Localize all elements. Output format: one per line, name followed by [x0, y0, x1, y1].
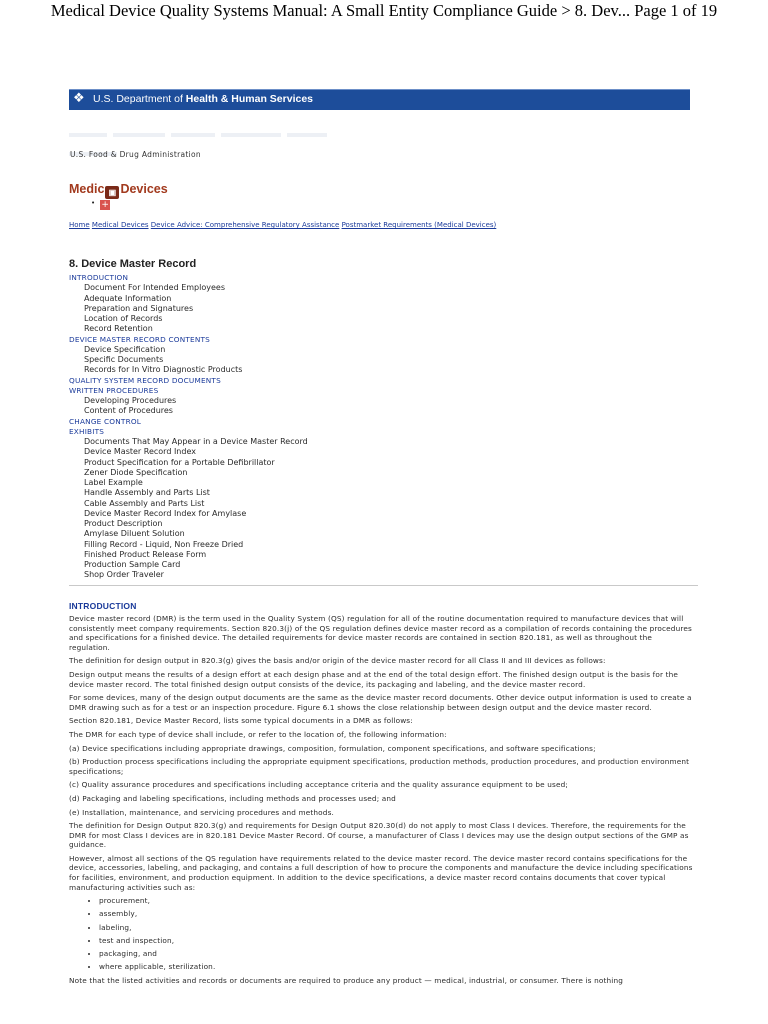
- toc-sub-item: Label Example: [84, 478, 143, 487]
- document-page-title: Medical Device Quality Systems Manual: A Small Entity Compliance Guide > 8. Dev... Page 1 of 19: [50, 1, 718, 20]
- introduction-heading: INTRODUCTION: [69, 601, 137, 611]
- toc-sub-item: Device Master Record Index: [84, 447, 196, 457]
- toc-section-link[interactable]: CHANGE CONTROL: [69, 416, 142, 426]
- add-icon[interactable]: +: [101, 200, 109, 210]
- list-item: • packaging, and: [99, 949, 694, 959]
- toc-sub-item: Developing Procedures: [84, 396, 177, 405]
- body-paragraph: Note that the listed activities and records or documents are required to produce any product — medical, industrial, or consumer. There is nothing: [69, 975, 623, 985]
- body-paragraph: (e) Installation, maintenance, and servicing procedures and methods.: [69, 807, 334, 817]
- toc-sub-item: Document For Intended Employees: [84, 283, 225, 293]
- toc-sub-item: Handle Assembly and Parts List: [84, 488, 210, 498]
- body-paragraph: However, almost all sections of the QS regulation have requirements related to the device master record. The device master record contains specifications for the device, accessories, labeling, and packaging, and contains a full description of how to procure the components and manufacture the device including specifications for facilities, environment, and production equipment. In addition to the device specifications, a device master record contains documents that cover typical manufacturing activities such as:: [69, 853, 693, 892]
- toc-sub-item: Cable Assembly and Parts List: [84, 498, 205, 508]
- body-paragraph: (b) Production process specifications including the appropriate equipment specifications, production methods, production procedures, and production environment specifications;: [69, 757, 690, 776]
- agency-name: U.S. Food & Drug Administration: [70, 150, 201, 159]
- bookmark-bullet[interactable]: • +: [91, 199, 109, 210]
- toc-sub-item: Documents That May Appear in a Device Master Record: [84, 437, 308, 446]
- toc-section-link[interactable]: WRITTEN PROCEDURES: [69, 385, 159, 395]
- breadcrumb-medical-devices[interactable]: Medical Devices: [91, 221, 149, 229]
- breadcrumb-device-advice[interactable]: Device Advice: Comprehensive Regulatory Assistance: [150, 221, 340, 229]
- hhs-eagle-icon: ❖: [73, 91, 85, 106]
- activity-list: [69, 896, 694, 972]
- device-icon: ▣: [105, 186, 119, 199]
- page-title: 8. Device Master Record: [69, 258, 197, 270]
- body-paragraph: (a) Device specifications including appropriate drawings, composition, formulation, component specifications, and software specifications;: [69, 743, 596, 753]
- list-item: • test and inspection,: [99, 936, 694, 946]
- body-paragraph: The definition for design output in 820.3(g) gives the basis and/or origin of the device master record for all Class II and III devices as follows:: [69, 656, 606, 666]
- toc-sub-item: Device Specification: [84, 344, 166, 354]
- list-item: • labeling,: [99, 923, 694, 933]
- toc-sub-item: Zener Diode Specification: [84, 467, 188, 477]
- toc-sub-item: Finished Product Release Form: [84, 549, 207, 559]
- table-of-contents: [69, 273, 308, 581]
- body-paragraph: The DMR for each type of device shall include, or refer to the location of, the following information:: [69, 729, 447, 739]
- toc-sub-item: Amylase Diluent Solution: [84, 529, 185, 539]
- toc-sub-item: Record Retention: [84, 324, 153, 334]
- breadcrumb-postmarket[interactable]: Postmarket Requirements (Medical Devices): [341, 221, 497, 229]
- toc-sub-item: Records for In Vitro Diagnostic Products: [84, 365, 243, 375]
- body-paragraph: For some devices, many of the design output documents are the same as the device master record documents. Other device output information is used to create a DMR drawing such as for a test or an inspection procedure. Figure 6.1 shows the close relationship between design output and the device master record.: [69, 693, 692, 712]
- hhs-banner-text: [93, 93, 313, 105]
- toc-section-link[interactable]: QUALITY SYSTEM RECORD DOCUMENTS: [69, 375, 221, 385]
- toc-section-link[interactable]: DEVICE MASTER RECORD CONTENTS: [69, 334, 211, 344]
- divider: [69, 585, 698, 586]
- toc-sub-item: Location of Records: [84, 314, 163, 323]
- body-paragraph: (d) Packaging and labeling specifications, including methods and processes used; and: [69, 793, 396, 803]
- logo-text-right: Devices: [120, 182, 168, 196]
- hhs-banner[interactable]: [69, 89, 690, 110]
- toc-sub-item: Content of Procedures: [84, 406, 173, 416]
- body-paragraph: The definition for Design Output 820.3(g) and requirements for Design Output 820.30(d) do not apply to most Class I devices. Therefore, the requirements for the DMR for most Class I devices are in 820.181 Device Master Record. Of course, a manufacturer of Class I devices may use the design output sections of the GMP as guidance.: [69, 821, 689, 850]
- toc-sub-item: Device Master Record Index for Amylase: [84, 508, 247, 518]
- list-item: • where applicable, sterilization.: [99, 962, 694, 972]
- hhs-prefix: U.S. Department of: [93, 93, 186, 105]
- toc-sub-item: Production Sample Card: [84, 560, 181, 569]
- body-paragraph: Device master record (DMR) is the term used in the Quality System (QS) regulation for all of the routine documentation required to manufacture devices that will consistently meet company requirements. Section 820.3(j) of the QS regulation defines device master record as a compilation of records containing the procedures and specifications for a finished device. The detailed requirements for device master records are contained in section 820.181, as well as throughout the regulation.: [69, 614, 692, 652]
- toc-sub-item: Adequate Information: [84, 293, 172, 303]
- breadcrumb: [69, 221, 496, 229]
- toc-sub-item: Product Description: [84, 519, 163, 528]
- toc-sub-item: Product Specification for a Portable Defibrillator: [84, 457, 275, 467]
- toc-sub-item: Filling Record - Liquid, Non Freeze Dried: [84, 539, 244, 549]
- breadcrumb-home[interactable]: Home: [69, 221, 90, 229]
- faint-nav-row: [69, 124, 379, 132]
- toc-sub-item: Shop Order Traveler: [84, 570, 164, 580]
- logo-text-left: Medic: [69, 182, 105, 196]
- toc-section-link[interactable]: EXHIBITS: [69, 426, 105, 436]
- toc-sub-item: Specific Documents: [84, 355, 164, 364]
- toc-section-link[interactable]: INTRODUCTION: [69, 273, 129, 282]
- body-paragraph: Section 820.181, Device Master Record, lists some typical documents in a DMR as follows:: [69, 716, 413, 726]
- body-paragraph: Design output means the results of a design effort at each design phase and at the end of the total design effort. The finished design output is the basis for the device master record. The total finished design output consists of the device, its packaging and labeling, and the device master record.: [69, 669, 679, 689]
- introduction-body: [69, 614, 694, 989]
- list-item: • assembly,: [99, 909, 694, 919]
- body-paragraph: (c) Quality assurance procedures and specifications including acceptance criteria and the quality assurance equipment to be used;: [69, 780, 569, 790]
- list-item: • procurement,: [99, 896, 694, 906]
- medical-devices-logo[interactable]: [69, 182, 168, 199]
- toc-sub-item: Preparation and Signatures: [84, 303, 194, 313]
- hhs-bold: Health & Human Services: [185, 93, 314, 105]
